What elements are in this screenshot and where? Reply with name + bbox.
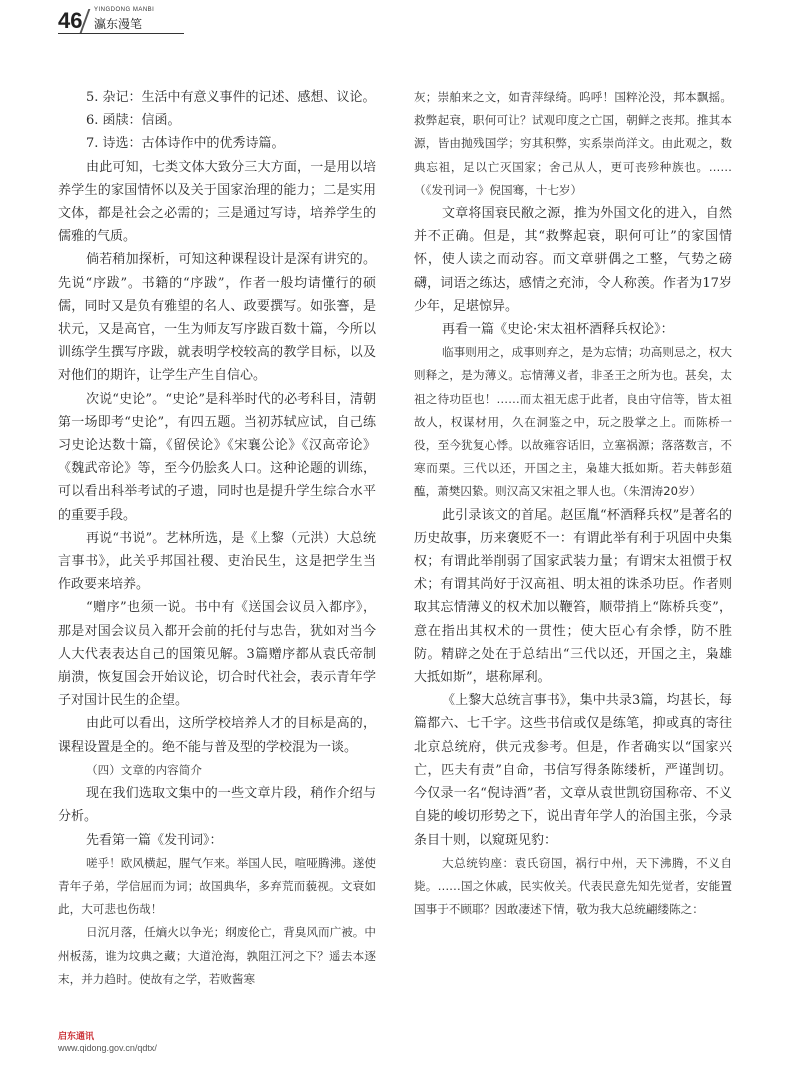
paragraph: “赠序”也须一说。书中有《送国会议员入都序》，那是对国会议员入都开会前的托付与忠告，犹如对当今人大代表表达自己的国策见解。3篇赠序都从袁氏帝制崩溃，恢复国会开始议论，切合时代社会，表示青年学子对国计民生的企望。 bbox=[58, 600, 376, 709]
page-number: 46 bbox=[58, 8, 83, 33]
footer-publication-title: 启东通讯 bbox=[58, 1032, 95, 1042]
right-column bbox=[414, 86, 732, 921]
footer-url: www.qidong.gov.cn/qdtx/ bbox=[58, 1043, 157, 1053]
paragraph: 此引录该文的首尾。赵匡胤“杯酒释兵权”是著名的历史故事，历来褒贬不一：有谓此举有利于巩固中央集权；有谓此举削弱了国家武装力量；有谓宋太祖惯于权术；有谓其尚好于汉高祖、明太祖的诛杀功臣。作者则取其忘情薄义的权术加以鞭笞，顺带捎上“陈桥兵变”，意在指出其权术的一贯性；使大臣心有余悸，防不胜防。精辟之处在于总结出“三代以还，开国之主，枭雄大抵如斯”，堪称犀利。 bbox=[414, 507, 732, 686]
page-header bbox=[0, 0, 800, 40]
paragraph: 日沉月落，任熵火以争光；纲废伦亡，背臭风而广被。中州板荡，谁为坟典之藏；大道沧海，孰阻江河之下？遥去本逐末，并力趋时。使故有之学，若败酱寒 bbox=[58, 925, 376, 986]
paragraph: 大总统钧座：袁氏窃国，祸行中州，天下沸腾，不义自毙。……国之休戚，民实攸关。代表民意先知先觉者，安能置国事于不顾耶？因敢凄述下情，敬为我大总统翩缕陈之： bbox=[414, 855, 732, 917]
header-subtitle: YINGDONG MANBI bbox=[94, 7, 155, 13]
paragraph: （四）文章的内容简介 bbox=[86, 762, 202, 777]
column-title: 瀛东漫笔 bbox=[94, 17, 143, 31]
paragraph: 临事则用之，成事则弃之，是为忘情；功高则忌之，权大则释之，是为薄义。忘情薄义者，非圣王之所为也。甚矣，太祖之待功臣也！……而太祖无虑于此者，良由守信等，皆太祖故人，权谋材用，久在洞鉴之中，玩之股掌之上。而陈桥一役，至今犹复心悸。以故雍容话旧，立塞祸源；落落数言，不寒而栗。三代以还，开国之主，枭雄大抵如斯。若夫韩彭葅醢，萧樊囚絷。则汉高又宋祖之罪人也。（朱渭涛20岁） bbox=[414, 345, 732, 499]
paragraph: 次说“史论”。“史论”是科举时代的必考科目，清朝第一场即考“史论”，有四五题。当初苏轼应试，自己练习史论达数十篇，《留侯论》《宋襄公论》《汉高帝论》《魏武帝论》等，至今仍脍炙人口。这种论题的训练，可以看出科举考试的孑遗，同时也是提升学生综合水平的重要手段。 bbox=[58, 391, 376, 523]
paragraph: 再说“书说”。艺林所选，是《上黎（元洪）大总统言事书》，此关乎邦国社稷、吏治民生，这是把学生当作政要来培养。 bbox=[58, 530, 376, 593]
paragraph: 嗟乎！欧风横起，腥气乍来。举国人民，喧哑腾沸。遂使青年子弟，学信屈而为词；故国典华，多弃荒而藐视。文衰如此，大可悲也伤哉！ bbox=[58, 855, 376, 917]
paragraph: 文章将国衰民敝之源，推为外国文化的进入，自然并不正确。但是，其“救弊起衰，职何可让”的家国情怀，使人读之而动容。而文章骈偶之工整，气势之磅礴，词语之练达，感情之充沛，令人称羡。作者为17岁少年，足堪惊异。 bbox=[414, 206, 732, 314]
paragraph: 由此可以看出，这所学校培养人才的目标是高的，课程设置是全的。绝不能与普及型的学校混为一谈。 bbox=[58, 716, 376, 755]
paragraph: 6. 函牍：信函。 bbox=[86, 113, 181, 129]
paragraph: 7. 诗选：古体诗作中的优秀诗篇。 bbox=[86, 136, 285, 152]
paragraph: 《上黎大总统言事书》，集中共录3篇，均甚长，每篇都六、七千字。这些书信或仅是练笔，抑或真的寄往北京总统府，供元戎参考。但是，作者确实以“国家兴亡，匹夫有责”自命，书信写得条陈缕析，严谨剀切。今仅录一名“倪诗酒”者，文章从袁世凯窃国称帝、不义自毙的峻切形势之下，说出青年学人的治国主张，今录条目十则，以窥斑见豹： bbox=[414, 693, 732, 848]
left-column bbox=[58, 86, 376, 991]
paragraph: 先看第一篇《发刊词》： bbox=[86, 832, 223, 848]
paragraph: 再看一篇《史论·宋太祖杯酒释兵权论》： bbox=[442, 322, 674, 338]
paragraph: 灰；崇舶来之文，如青萍绿绮。呜呼！国粹沦没，邦本飘摇。救弊起衰，职何可让？试观印度之亡国，朝鲜之丧邦。推其本源，皆由抛残国学；穷其积弊，实系崇尚洋文。由此观之，数典忘祖，足以亡灭国家；舍己从人，更可丧殄种族也。……（《发刊词一》倪国骞，十七岁） bbox=[414, 90, 732, 197]
header-rule bbox=[58, 33, 184, 34]
paragraph: 倘若稍加探析，可知这种课程设计是深有讲究的。先说“序跋”。书籍的“序跋”，作者一般均请懂行的硕儒，同时又是负有雅望的名人、政要撰写。如张謇，是状元，又是高官，一生为师友写序跋百数十篇，今所以训练学生撰写序跋，就表明学校较高的教学目标，以及对他们的期许，让学生产生自信心。 bbox=[58, 252, 376, 384]
paragraph: 5. 杂记：生活中有意义事件的记述、感想、议论。 bbox=[86, 90, 376, 105]
paragraph: 由此可知，七类文体大致分三大方面，一是用以培养学生的家国情怀以及关于国家治理的能力；二是实用文体，都是社会之必需的；三是通过写诗，培养学生的儒雅的气质。 bbox=[58, 159, 376, 245]
paragraph: 现在我们选取文集中的一些文章片段，稍作介绍与分析。 bbox=[58, 786, 376, 825]
